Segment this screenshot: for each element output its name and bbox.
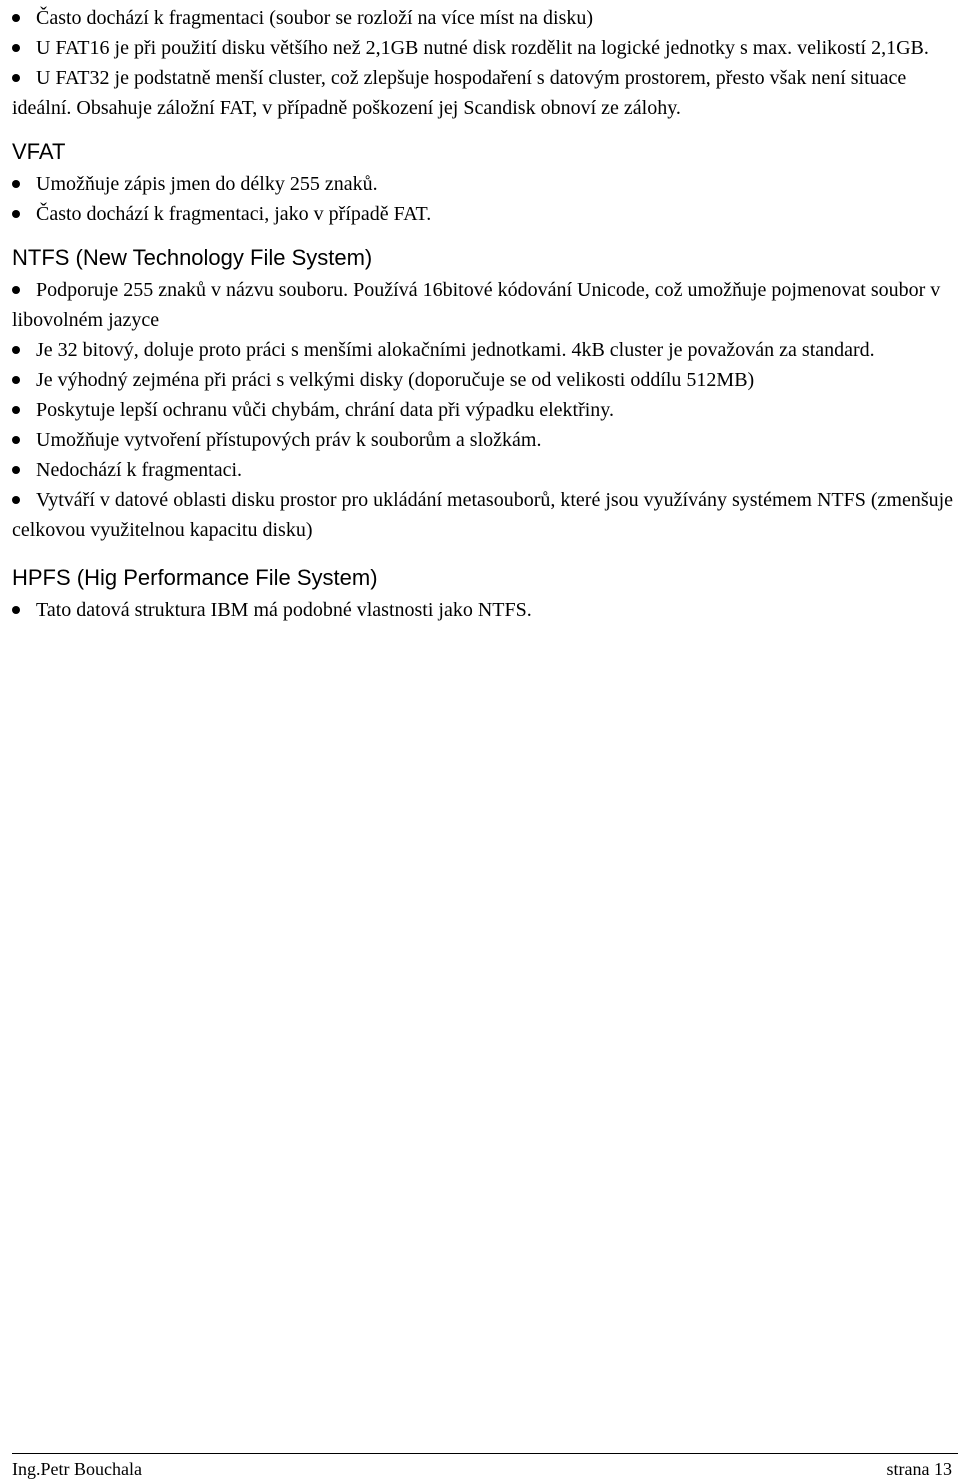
bullet-icon [12,14,20,22]
section-bullet-list [12,169,958,229]
bullet-icon [12,44,20,52]
list-item: Nedochází k fragmentaci. [12,455,958,485]
list-item: Umožňuje zápis jmen do délky 255 znaků. [12,169,958,199]
page-footer [12,1453,958,1479]
list-item: Vytváří v datové oblasti disku prostor pro ukládání metasouborů, které jsou využívány systémem NTFS (zmenšuje celkovou využitelnou kapacitu disku) [12,489,954,541]
footer-page-number: strana 13 [886,1459,952,1479]
intro-bullet-list [12,3,958,123]
list-item: Podporuje 255 znaků v názvu souboru. Používá 16bitové kódování Unicode, což umožňuje pojmenovat soubor v libovolném jazyce [12,279,941,331]
list-item: Tato datová struktura IBM má podobné vlastnosti jako NTFS. [12,595,958,625]
section-bullet-list [12,275,958,545]
section-bullet-list [12,595,958,625]
list-item: Je výhodný zejména při práci s velkými disky (doporučuje se od velikosti oddílu 512MB) [12,365,958,395]
list-item: Poskytuje lepší ochranu vůči chybám, chrání data při výpadku elektřiny. [12,395,958,425]
section-ntfs [12,245,958,545]
document-page [12,3,958,625]
bullet-icon [12,436,20,444]
bullet-icon [12,496,20,504]
section-heading: VFAT [12,139,66,164]
section-hpfs [12,565,958,625]
list-item: U FAT16 je při použití disku většího než 2,1GB nutné disk rozdělit na logické jednotky s max. velikostí 2,1GB. [12,33,958,63]
section-vfat [12,139,958,229]
bullet-icon [12,286,20,294]
bullet-icon [12,466,20,474]
section-heading: NTFS (New Technology File System) [12,245,373,270]
section-heading: HPFS (Hig Performance File System) [12,565,378,590]
bullet-icon [12,376,20,384]
bullet-icon [12,74,20,82]
bullet-icon [12,210,20,218]
list-item: U FAT32 je podstatně menší cluster, což zlepšuje hospodaření s datovým prostorem, přesto však není situace ideální. Obsahuje záložní FAT, v případně poškození jej Scandisk obnoví ze zálohy. [12,67,907,119]
footer-author: Ing.Petr Bouchala [12,1459,142,1479]
bullet-icon [12,606,20,614]
bullet-icon [12,346,20,354]
bullet-icon [12,406,20,414]
list-item: Umožňuje vytvoření přístupových práv k souborům a složkám. [12,425,958,455]
list-item: Často dochází k fragmentaci, jako v případě FAT. [12,199,958,229]
list-item: Často dochází k fragmentaci (soubor se rozloží na více míst na disku) [12,3,958,33]
list-item: Je 32 bitový, doluje proto práci s menšími alokačními jednotkami. 4kB cluster je považován za standard. [12,335,958,365]
bullet-icon [12,180,20,188]
